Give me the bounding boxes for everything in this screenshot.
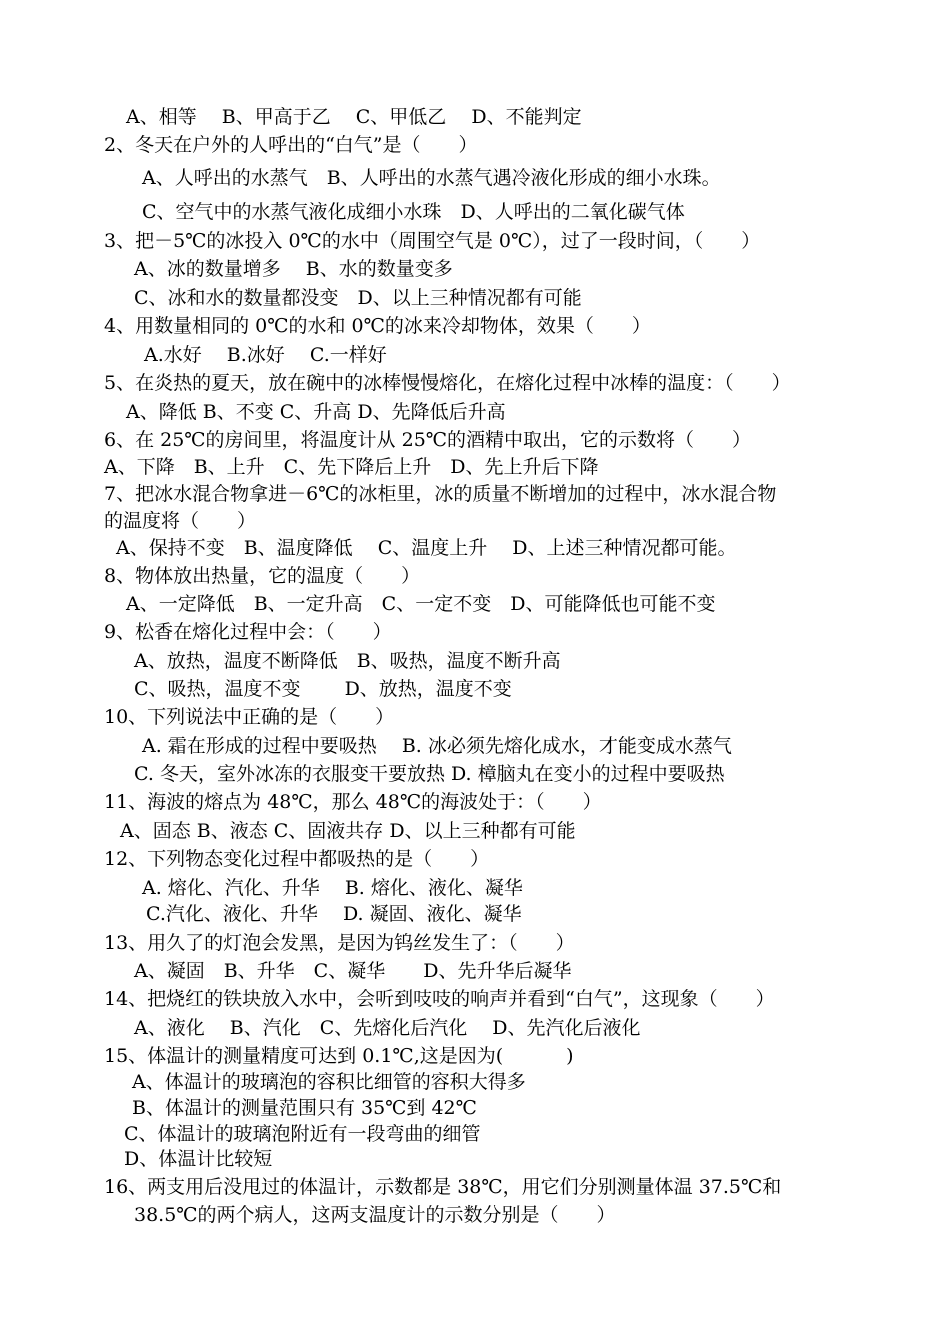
q15-option-c: C、体温计的玻璃泡附近有一段弯曲的细管: [124, 1123, 481, 1145]
q14-options: A、液化 B、汽化 C、先熔化后汽化 D、先汽化后液化: [134, 1017, 641, 1039]
q1-options: A、相等 B、甲高于乙 C、甲低乙 D、不能判定: [126, 106, 582, 128]
q10-question: 10、下列说法中正确的是（ ）: [104, 706, 395, 728]
q3-question: 3、把－5℃的冰投入 0℃的水中（周围空气是 0℃），过了一段时间，（ ）: [104, 230, 761, 252]
q3-options-ab: A、冰的数量增多 B、水的数量变多: [134, 258, 453, 280]
q5-question: 5、在炎热的夏天，放在碗中的冰棒慢慢熔化，在熔化过程中冰棒的温度：（ ）: [104, 372, 791, 394]
q7-options: A、保持不变 B、温度降低 C、温度上升 D、上述三种情况都可能。: [116, 537, 737, 559]
q2-options-ab: A、人呼出的水蒸气 B、人呼出的水蒸气遇冷液化形成的细小水珠。: [142, 167, 721, 189]
q2-options-cd: C、空气中的水蒸气液化成细小水珠 D、人呼出的二氧化碳气体: [142, 201, 685, 223]
q2-question: 2、冬天在户外的人呼出的“白气”是（ ）: [104, 134, 478, 156]
q11-question: 11、海波的熔点为 48℃，那么 48℃的海波处于：（ ）: [104, 791, 602, 813]
q3-options-cd: C、冰和水的数量都没变 D、以上三种情况都有可能: [134, 287, 582, 309]
q13-question: 13、用久了的灯泡会发黑，是因为钨丝发生了：（ ）: [104, 932, 575, 954]
q6-options: A、下降 B、上升 C、先下降后上升 D、先上升后下降: [104, 456, 599, 478]
q4-question: 4、用数量相同的 0℃的水和 0℃的冰来冷却物体，效果（ ）: [104, 315, 651, 337]
q12-question: 12、下列物态变化过程中都吸热的是（ ）: [104, 848, 490, 870]
q15-option-a: A、体温计的玻璃泡的容积比细管的容积大得多: [132, 1071, 526, 1093]
q7-question-line1: 7、把冰水混合物拿进－6℃的冰柜里，冰的质量不断增加的过程中，冰水混合物: [104, 483, 777, 505]
q4-options: A.水好 B.冰好 C.一样好: [144, 344, 387, 366]
q14-question: 14、把烧红的铁块放入水中，会听到吱吱的响声并看到“白气”，这现象（ ）: [104, 988, 775, 1010]
q13-options: A、凝固 B、升华 C、凝华 D、先升华后凝华: [134, 960, 572, 982]
q15-option-b: B、体温计的测量范围只有 35℃到 42℃: [132, 1097, 477, 1119]
q7-question-line2: 的温度将（ ）: [104, 510, 257, 532]
q9-options-ab: A、放热，温度不断降低 B、吸热，温度不断升高: [134, 650, 561, 672]
q15-question: 15、体温计的测量精度可达到 0.1℃,这是因为( ): [104, 1045, 574, 1067]
q11-options: A、固态 B、液态 C、固液共存 D、以上三种都有可能: [120, 820, 576, 842]
q8-options: A、一定降低 B、一定升高 C、一定不变 D、可能降低也可能不变: [126, 593, 716, 615]
q12-options-cd: C.汽化、液化、升华 D. 凝固、液化、凝华: [146, 903, 522, 925]
q9-options-cd: C、吸热，温度不变 D、放热，温度不变: [134, 678, 512, 700]
q15-option-d: D、体温计比较短: [124, 1148, 273, 1170]
q10-options-ab: A. 霜在形成的过程中要吸热 B. 冰必须先熔化成水，才能变成水蒸气: [142, 735, 732, 757]
q8-question: 8、物体放出热量，它的温度（ ）: [104, 565, 421, 587]
q9-question: 9、松香在熔化过程中会：（ ）: [104, 621, 392, 643]
q16-question-line2: 38.5℃的两个病人，这两支温度计的示数分别是（ ）: [134, 1204, 616, 1226]
q6-question: 6、在 25℃的房间里，将温度计从 25℃的酒精中取出，它的示数将（ ）: [104, 429, 752, 451]
q12-options-ab: A. 熔化、汽化、升华 B. 熔化、液化、凝华: [142, 877, 523, 899]
q10-options-cd: C. 冬天，室外冰冻的衣服变干要放热 D. 樟脑丸在变小的过程中要吸热: [134, 763, 725, 785]
q16-question-line1: 16、两支用后没甩过的体温计，示数都是 38℃，用它们分别测量体温 37.5℃和: [104, 1176, 782, 1198]
q5-options: A、降低 B、不变 C、升高 D、先降低后升高: [126, 401, 506, 423]
